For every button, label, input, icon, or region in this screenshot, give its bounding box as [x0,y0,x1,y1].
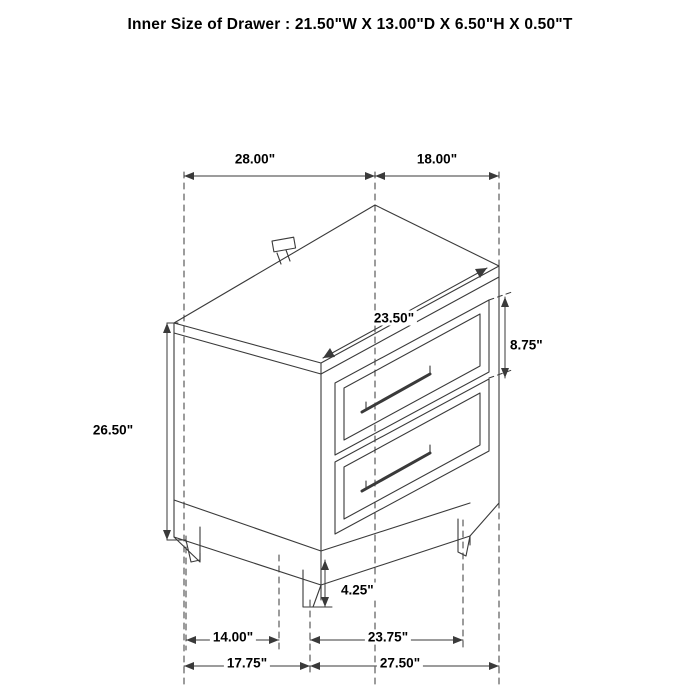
extension-lines [184,172,499,686]
dim-leg-height: 4.25" [338,583,377,598]
dim-overall-width: 27.50" [377,656,423,671]
page-title: Inner Size of Drawer : 21.50"W X 13.00"D X 6.50"H X 0.50"T [127,16,573,33]
dim-drawer-height: 8.75" [507,338,546,353]
dim-top-depth: 23.50" [371,311,417,326]
top-panel-surface [174,205,499,363]
dim-overall-depth: 17.75" [224,656,270,671]
dim-foot-depth: 14.00" [210,630,256,645]
dim-base-width: 23.75" [365,630,411,645]
dim-top-width-right: 18.00" [414,152,460,167]
outlet-detail [272,237,296,252]
leg-front-left [303,570,321,607]
dim-top-width-left: 28.00" [232,152,278,167]
dim-overall-height: 26.50" [90,423,136,438]
